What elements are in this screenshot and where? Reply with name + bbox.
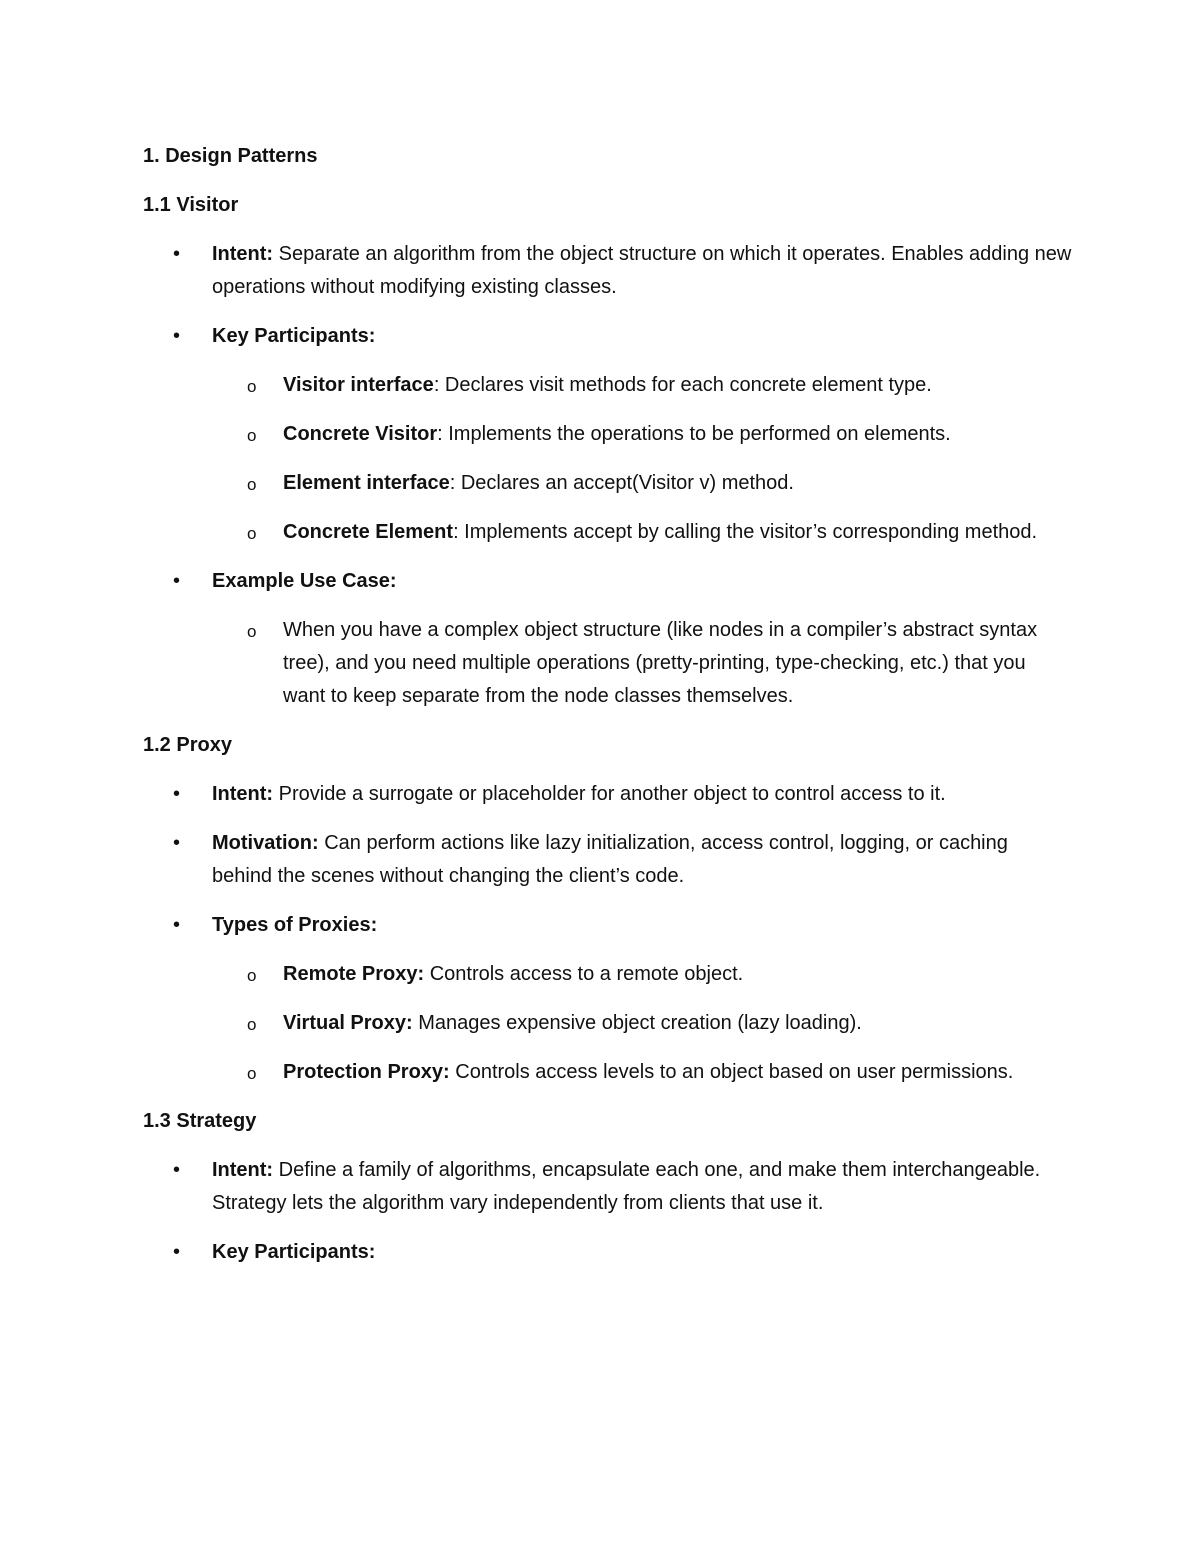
list-item-visitor-key-participants (143, 320, 1073, 353)
item-label: Visitor interface (283, 374, 434, 396)
document-title: 1. Design Patterns (143, 145, 318, 167)
sublist-item-protection-proxy (143, 1056, 1073, 1089)
bullet-icon: • (173, 325, 181, 347)
item-text: Can perform actions like lazy initialization, access control, logging, or caching behind the scenes without changing the client’s code. (212, 832, 1008, 887)
item-text: Separate an algorithm from the object structure on which it operates. Enables adding new operations without modifying existing classes. (212, 243, 1072, 298)
bullet-icon: • (173, 914, 181, 936)
list-item-proxy-motivation (143, 827, 1073, 893)
item-label: Intent: (212, 243, 274, 265)
circle-bullet-icon: o (247, 1064, 257, 1083)
sublist-item-concrete-visitor (143, 418, 1073, 451)
section-heading-strategy: 1.3 Strategy (143, 1110, 257, 1132)
item-label: Element interface (283, 472, 450, 494)
circle-bullet-icon: o (247, 622, 257, 641)
list-item-proxy-intent (143, 778, 1073, 811)
item-label: Types of Proxies: (212, 914, 378, 936)
section-heading-proxy: 1.2 Proxy (143, 734, 232, 756)
item-text: : Implements accept by calling the visitor’s corresponding method. (453, 521, 1038, 543)
bullet-icon: • (173, 1159, 181, 1181)
item-text: : Implements the operations to be performed on elements. (437, 423, 951, 445)
bullet-icon: • (173, 1241, 181, 1263)
circle-bullet-icon: o (247, 377, 257, 396)
item-label: Protection Proxy: (283, 1061, 450, 1083)
list-item-strategy-key-participants (143, 1236, 1073, 1269)
item-label: Virtual Proxy: (283, 1012, 413, 1034)
sublist-item-element-interface (143, 467, 1073, 500)
item-label: Intent: (212, 1159, 274, 1181)
bullet-icon: • (173, 570, 181, 592)
item-label: Key Participants: (212, 325, 376, 347)
item-text: : Declares visit methods for each concrete element type. (433, 374, 932, 396)
sublist-item-virtual-proxy (143, 1007, 1073, 1040)
sublist-item-remote-proxy (143, 958, 1073, 991)
item-label: Key Participants: (212, 1241, 376, 1263)
circle-bullet-icon: o (247, 426, 257, 445)
sublist-item-visitor-interface (143, 369, 1073, 402)
item-text: Provide a surrogate or placeholder for another object to control access to it. (273, 783, 946, 805)
list-item-visitor-intent (143, 238, 1073, 304)
item-label: Concrete Element (283, 521, 454, 543)
circle-bullet-icon: o (247, 966, 257, 985)
circle-bullet-icon: o (247, 1015, 257, 1034)
section-heading-visitor: 1.1 Visitor (143, 194, 239, 216)
sublist-item-concrete-element (143, 516, 1073, 549)
item-label: Example Use Case: (212, 570, 397, 592)
list-item-strategy-intent (143, 1154, 1073, 1220)
item-label: Motivation: (212, 832, 319, 854)
document-content (143, 140, 1073, 1285)
bullet-icon: • (173, 832, 181, 854)
sublist-item-use-case (143, 614, 1073, 713)
circle-bullet-icon: o (247, 524, 257, 543)
item-label: Concrete Visitor (283, 423, 438, 445)
bullet-icon: • (173, 243, 181, 265)
item-text: Controls access levels to an object based on user permissions. (449, 1061, 1014, 1083)
item-label: Remote Proxy: (283, 963, 425, 985)
list-item-proxy-types (143, 909, 1073, 942)
item-text: : Declares an accept(Visitor v) method. (449, 472, 794, 494)
item-text: Manages expensive object creation (lazy loading). (412, 1012, 862, 1034)
circle-bullet-icon: o (247, 475, 257, 494)
item-text: When you have a complex object structure (like nodes in a compiler’s abstract syntax tree), and you need multiple operations (pretty-printing, type-checking, etc.) that you want to keep separate from the node classes themselves. (283, 619, 1038, 707)
bullet-icon: • (173, 783, 181, 805)
item-text: Define a family of algorithms, encapsulate each one, and make them interchangeable. Strategy lets the algorithm vary independently from clients that use it. (212, 1159, 1041, 1214)
item-text: Controls access to a remote object. (424, 963, 744, 985)
list-item-visitor-example-use-case (143, 565, 1073, 598)
item-label: Intent: (212, 783, 274, 805)
